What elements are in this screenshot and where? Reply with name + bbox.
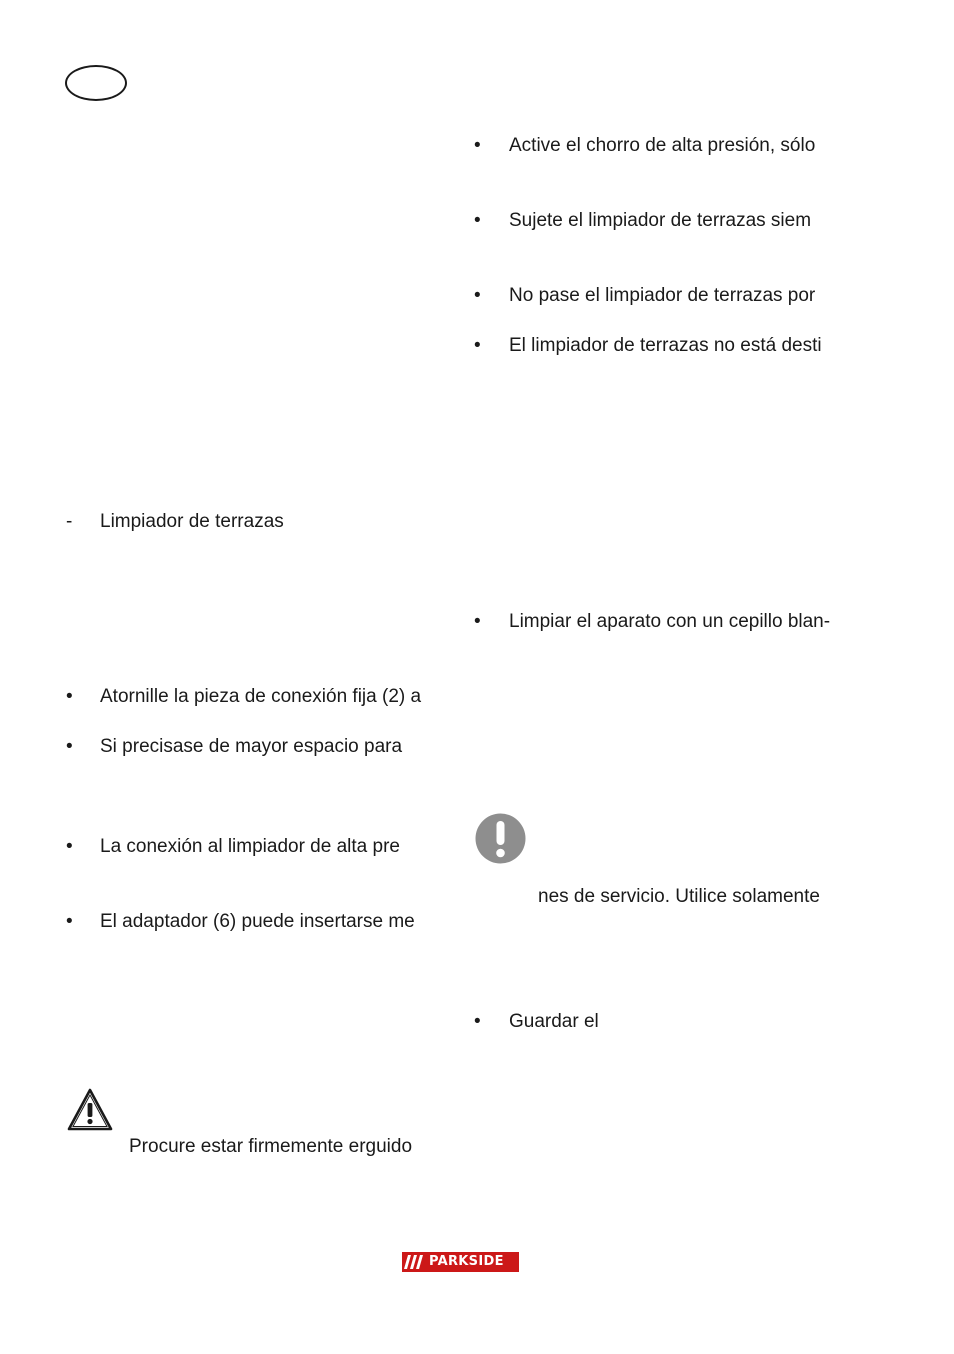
left-bullet-1: Atornille la pieza de conexión fija (2) a — [100, 686, 422, 707]
bullet-marker: • — [474, 285, 481, 306]
dash-marker: - — [66, 511, 73, 532]
right-bullet-3: No pase el limpiador de terrazas por — [509, 285, 816, 306]
left-bullet-3: La conexión al limpiador de alta pre — [100, 836, 400, 857]
bullet-marker: • — [66, 736, 73, 757]
right-bullet-1: Active el chorro de alta presión, sólo — [509, 135, 816, 156]
storage-bullet: Guardar el — [509, 1011, 599, 1032]
bullet-marker: • — [474, 135, 481, 156]
warning-text: Procure estar firmemente erguido — [129, 1136, 413, 1157]
bullet-marker: • — [474, 210, 481, 231]
bullet-marker: • — [474, 335, 481, 356]
right-bullet-2: Sujete el limpiador de terrazas siem — [509, 210, 812, 231]
bullet-marker: • — [474, 1011, 481, 1032]
right-bullet-4: El limpiador de terrazas no está desti — [509, 335, 822, 356]
bullet-marker: • — [474, 611, 481, 632]
bullet-marker: • — [66, 911, 73, 932]
cleaning-bullet: Limpiar el aparato con un cepillo blan- — [509, 611, 831, 632]
language-badge — [65, 65, 127, 101]
parkside-logo — [402, 1252, 519, 1272]
left-bullet-4: El adaptador (6) puede insertarse me — [100, 911, 415, 932]
logo-stripes-icon — [402, 1252, 428, 1272]
bullet-marker: • — [66, 686, 73, 707]
exclamation-circle-icon — [475, 813, 526, 864]
logo-text: PARKSIDE — [429, 1254, 504, 1269]
notice-text: nes de servicio. Utilice solamente — [538, 886, 820, 907]
dash-item: Limpiador de terrazas — [100, 511, 284, 532]
warning-triangle-icon — [66, 1087, 114, 1132]
bullet-marker: • — [66, 836, 73, 857]
left-bullet-2: Si precisase de mayor espacio para — [100, 736, 403, 757]
